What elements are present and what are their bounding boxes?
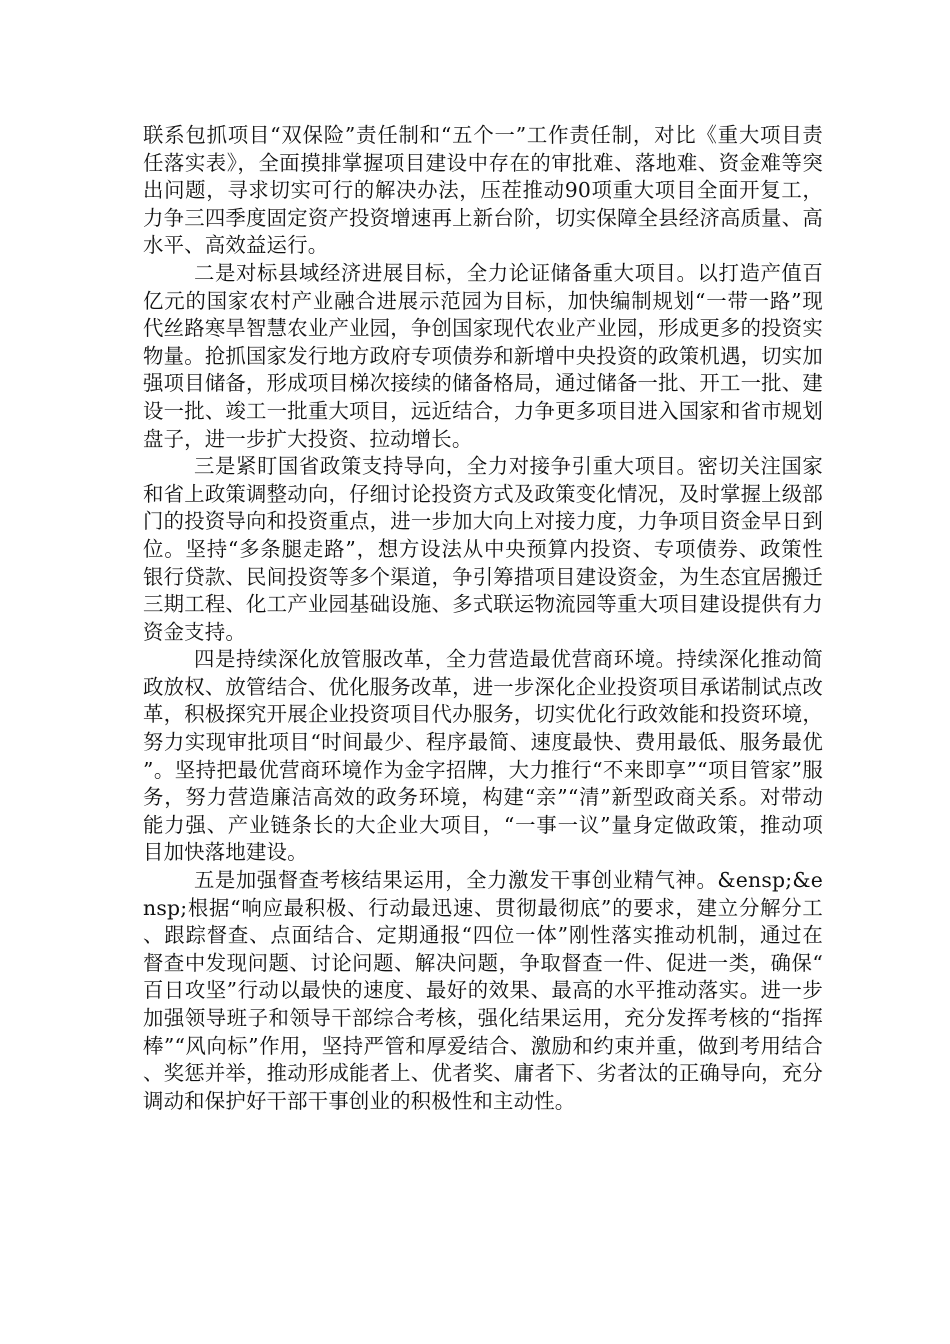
paragraph-2: 二是对标县域经济进展目标，全力论证储备重大项目。以打造产值百亿元的国家农村产业融合进展示范园为目标，加快编制规划“一带一路”现代丝路寒旱智慧农业产业园，争创国家现代农业产业园，形成更多的投资实物量。抢抓国家发行地方政府专项债券和新增中央投资的政策机遇，切实加强项目储备，形成项目梯次接续的储备格局，通过储备一批、开工一批、建设一批、竣工一批重大项目，远近结合，力争更多项目进入国家和省市规划盘子，进一步扩大投资、拉动增长。 — [143, 260, 823, 451]
document-body — [143, 122, 823, 1115]
paragraph-1: 联系包抓项目“双保险”责任制和“五个一”工作责任制，对比《重大项目责任落实表》，全面摸排掌握项目建设中存在的审批难、落地难、资金难等突出问题，寻求切实可行的解决办法，压茬推动90项重大项目全面开复工，力争三四季度固定资产投资增速再上新台阶，切实保障全县经济高质量、高水平、高效益运行。 — [143, 123, 823, 258]
paragraph-4: 四是持续深化放管服改革，全力营造最优营商环境。持续深化推动简政放权、放管结合、优化服务改革，进一步深化企业投资项目承诺制试点改革，积极探究开展企业投资项目代办服务，切实优化行政效能和投资环境，努力实现审批项目“时间最少、程序最简、速度最快、费用最低、服务最优”。坚持把最优营商环境作为金字招牌，大力推行“不来即享”“项目管家”服务，努力营造廉洁高效的政务环境，构建“亲”“清”新型政商关系。对带动能力强、产业链条长的大企业大项目，“一事一议”量身定做政策，推动项目加快落地建设。 — [143, 647, 823, 865]
paragraph-3: 三是紧盯国省政策支持导向，全力对接争引重大项目。密切关注国家和省上政策调整动向，仔细讨论投资方式及政策变化情况，及时掌握上级部门的投资导向和投资重点，进一步加大向上对接力度，力争项目资金早日到位。坚持“多条腿走路”，想方设法从中央预算内投资、专项债券、政策性银行贷款、民间投资等多个渠道，争引筹措项目建设资金，为生态宜居搬迁三期工程、化工产业园基础设施、多式联运物流园等重大项目建设提供有力资金支持。 — [143, 454, 823, 644]
paragraph-5: 五是加强督查考核结果运用，全力激发干事创业精气神。&ensp;&ensp;根据“响应最积极、行动最迅速、贯彻最彻底”的要求，建立分解分工、跟踪督查、点面结合、定期通报“四位一体”刚性落实推动机制，通过在督查中发现问题、讨论问题、解决问题，争取督查一件、促进一类，确保“百日攻坚”行动以最快的速度、最好的效果、最高的水平推动落实。进一步加强领导班子和领导干部综合考核，强化结果运用，充分发挥考核的“指挥棒”“风向标”作用，坚持严管和厚爱结合、激励和约束并重，做到考用结合、奖惩并举，推动形成能者上、优者奖、庸者下、劣者汰的正确导向，充分调动和保护好干部干事创业的积极性和主动性。 — [143, 868, 823, 1113]
